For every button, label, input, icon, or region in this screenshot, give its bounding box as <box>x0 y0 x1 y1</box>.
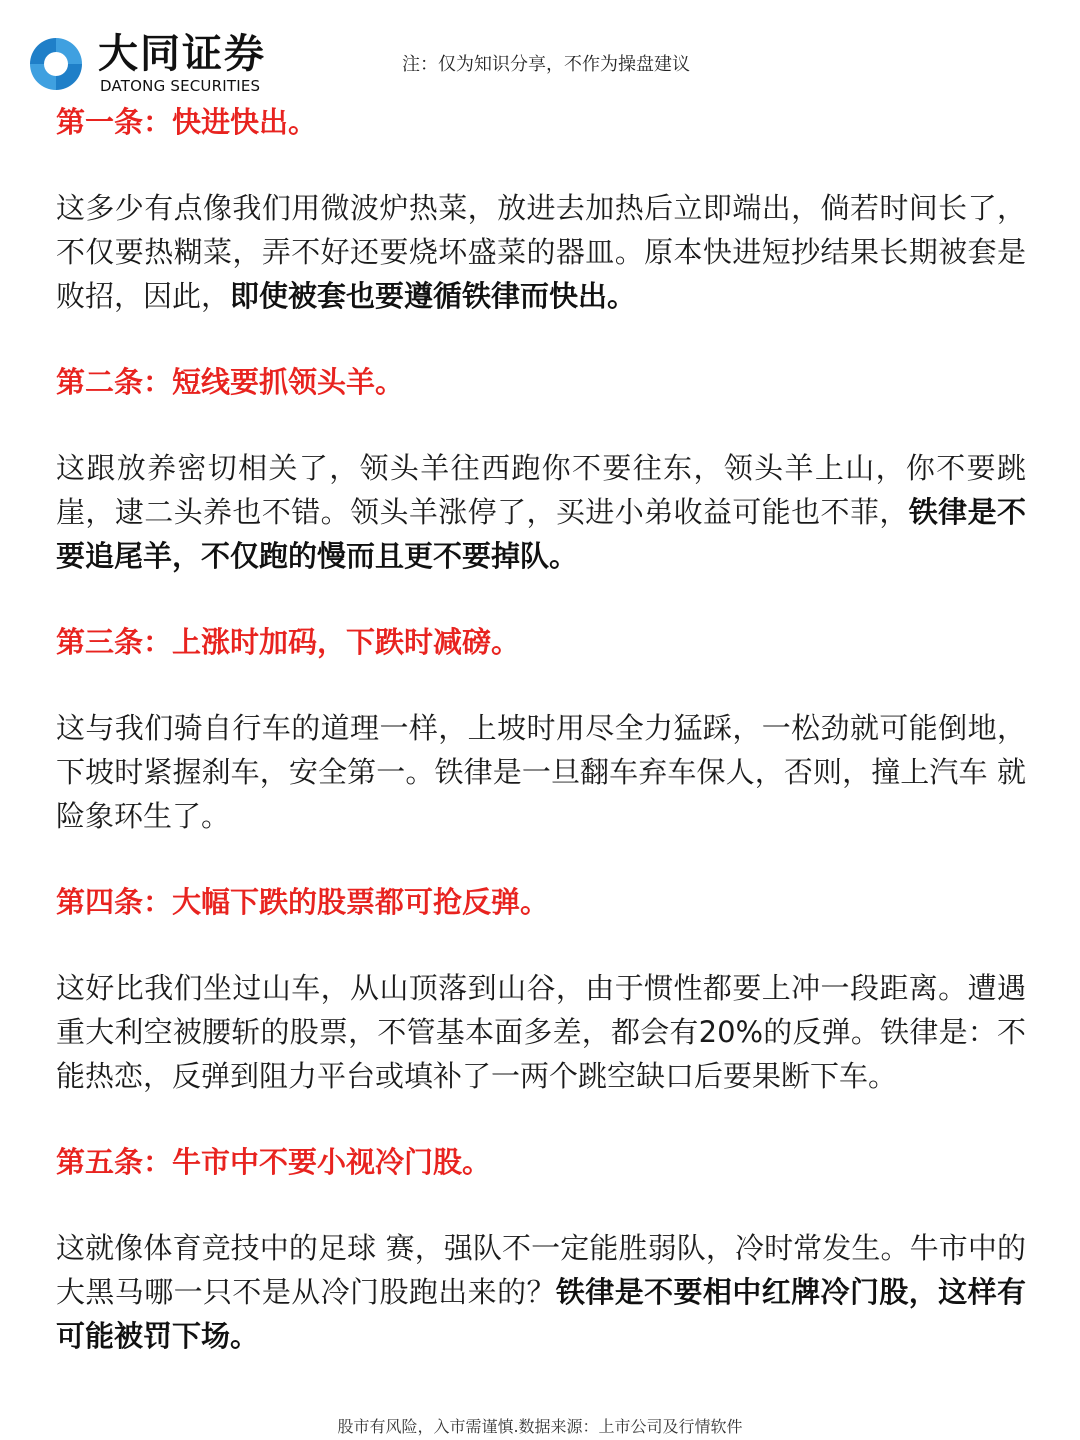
datong-logo-icon <box>26 34 86 94</box>
rule-2-title: 第二条：短线要抓领头羊。 <box>56 365 405 399</box>
rule-1-emphasis: 即使被套也要遵循铁律而快出。 <box>230 279 637 313</box>
rule-1-title: 第一条：快进快出。 <box>56 105 318 139</box>
article-body <box>56 100 1026 1358</box>
rule-3-title: 第三条：上涨时加码，下跌时减磅。 <box>56 625 521 659</box>
logo-brand-english: DATONG SECURITIES <box>100 77 261 95</box>
rule-2-text <box>56 446 1026 578</box>
rule-2-body: 这跟放养密切相关了，领头羊往西跑你不要往东，领头羊上山，你不要跳崖，逮二头养也不错。领头羊涨停了，买进小弟收益可能也不菲， <box>56 451 1026 529</box>
page-header <box>0 0 1080 100</box>
rule-4-body: 这好比我们坐过山车，从山顶落到山谷，由于惯性都要上冲一段距离。遭遇重大利空被腰斩的股票，不管基本面多差，都会有20%的反弹。铁律是：不能热恋，反弹到阻力平台或填补了一两个跳空缺口后要果断下车。 <box>56 971 1026 1093</box>
rule-5-body: 这就像体育竞技中的足球 赛，强队不一定能胜弱队，冷时常发生。牛市中的大黑马哪一只不是从冷门股跑出来的？ <box>56 1231 1026 1309</box>
logo-brand-name: 大同证券 <box>98 31 266 77</box>
rule-5-title: 第五条：牛市中不要小视冷门股。 <box>56 1145 492 1179</box>
rule-5-text <box>56 1226 1026 1358</box>
rule-1-body: 这多少有点像我们用微波炉热菜，放进去加热后立即端出，倘若时间长了，不仅要热糊菜，弄不好还要烧坏盛菜的器皿。原本快进短抄结果长期被套是败招，因此， <box>56 191 1026 313</box>
rule-4-title: 第四条：大幅下跌的股票都可抢反弹。 <box>56 885 550 919</box>
rule-2-emphasis: 铁律是不要追尾羊，不仅跑的慢而且更不要掉队。 <box>56 495 1026 573</box>
rule-3-text <box>56 706 1026 838</box>
footer-disclaimer: 股市有风险，入市需谨慎.数据来源：上市公司及行情软件 <box>337 1417 743 1436</box>
rule-5-emphasis: 铁律是不要相中红牌冷门股，这样有可能被罚下场。 <box>56 1275 1026 1353</box>
rule-3-body: 这与我们骑自行车的道理一样，上坡时用尽全力猛踩，一松劲就可能倒地，下坡时紧握刹车，安全第一。铁律是一旦翻车弃车保人，否则，撞上汽车 就险象环生了。 <box>56 711 1026 833</box>
rule-1-text <box>56 186 1026 318</box>
rule-4-text <box>56 966 1026 1098</box>
disclaimer-note: 注：仅为知识分享，不作为操盘建议 <box>402 54 690 75</box>
